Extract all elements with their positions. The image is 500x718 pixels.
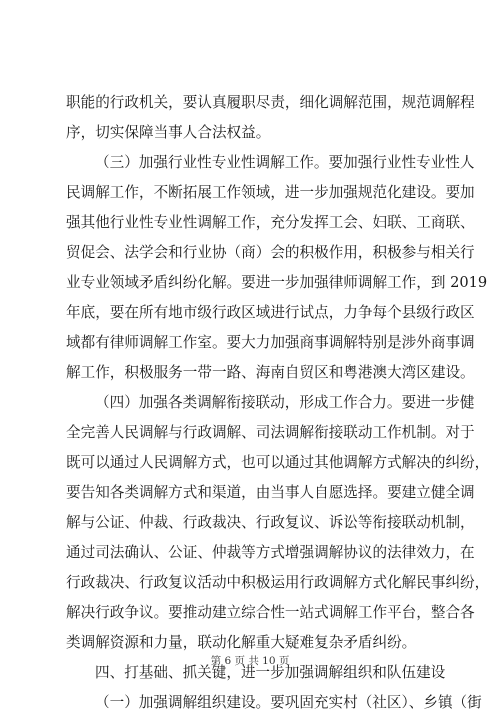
- paragraph-line: 贸促会、法学会和行业协（商）会的积极作用，积极参与相关行: [66, 244, 475, 261]
- paragraph-line: 序，切实保障当事人合法权益。: [66, 124, 271, 141]
- body-text: [66, 88, 490, 718]
- paragraph-line: 通过司法确认、公证、仲裁等方式增强调解协议的法律效力，在: [66, 544, 475, 561]
- paragraph-line: 全完善人民调解与行政调解、司法调解衔接联动工作机制。对于: [66, 424, 475, 441]
- paragraph-line: 行政裁决、行政复议活动中积极运用行政调解方式化解民事纠纷，: [66, 574, 490, 591]
- paragraph-line: 强其他行业性专业性调解工作，充分发挥工会、妇联、工商联、: [66, 214, 475, 231]
- paragraph-line: （四）加强各类调解衔接联动，形成工作合力。要进一步健: [95, 394, 475, 411]
- paragraph-line: 既可以通过人民调解方式，也可以通过其他调解方式解决的纠纷，: [66, 454, 490, 471]
- paragraph-line: 域都有律师调解工作室。要大力加强商事调解特别是涉外商事调: [66, 334, 475, 351]
- paragraph-line: 要告知各类调解方式和渠道，由当事人自愿选择。要建立健全调: [66, 484, 475, 501]
- paragraph-line: 解与公证、仲裁、行政裁决、行政复议、诉讼等衔接联动机制，: [66, 514, 475, 531]
- paragraph-line: 年底，要在所有地市级行政区域进行试点，力争每个县级行政区: [66, 304, 475, 321]
- section-heading: 四、打基础、抓关键，进一步加强调解组织和队伍建设: [95, 664, 446, 681]
- paragraph-line: 解决行政争议。要推动建立综合性一站式调解工作平台，整合各: [66, 604, 475, 621]
- paragraph-line: 业专业领域矛盾纠纷化解。要进一步加强律师调解工作，到 2019: [66, 274, 488, 291]
- paragraph-line: 职能的行政机关，要认真履职尽责，细化调解范围，规范调解程: [66, 94, 475, 111]
- paragraph-line: 类调解资源和力量，联动化解重大疑难复杂矛盾纠纷。: [66, 634, 417, 651]
- paragraph-line: （一）加强调解组织建设。要巩固充实村（社区）、乡镇（街: [95, 694, 482, 711]
- paragraph-line: （三）加强行业性专业性调解工作。要加强行业性专业性人: [95, 154, 475, 171]
- paragraph-line: 解工作，积极服务一带一路、海南自贸区和粤港澳大湾区建设。: [66, 364, 475, 381]
- page-footer: 第 6 页 共 10 页: [210, 655, 290, 667]
- paragraph-line: 民调解工作，不断拓展工作领域，进一步加强规范化建设。要加: [66, 184, 475, 201]
